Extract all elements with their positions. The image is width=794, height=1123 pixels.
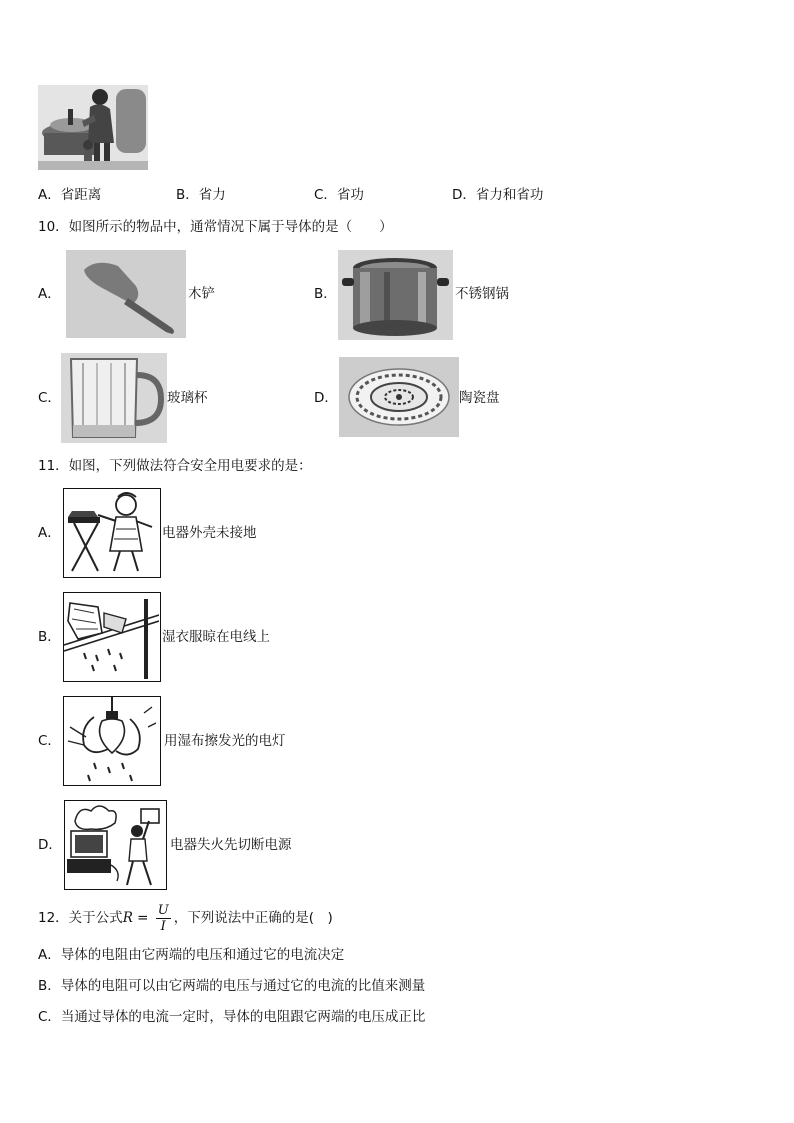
steel-pot-image bbox=[338, 250, 453, 340]
cut-power-on-fire-illustration bbox=[64, 800, 167, 890]
q11-option-a-caption: 电器外壳未接地 bbox=[162, 525, 257, 541]
q10-option-b-caption: 不锈钢锅 bbox=[455, 286, 509, 302]
q11-option-c-letter: C． bbox=[38, 733, 61, 749]
glass-mug-image bbox=[61, 353, 167, 443]
q10-option-a-letter: A． bbox=[38, 286, 61, 302]
ungrounded-appliance-illustration bbox=[63, 488, 161, 578]
q10-option-d-letter: D． bbox=[314, 390, 338, 406]
formula-denominator: I bbox=[160, 918, 166, 934]
q11-option-c-caption: 用湿布擦发光的电灯 bbox=[164, 733, 286, 749]
wooden-spatula-image bbox=[66, 250, 186, 338]
q11-option-d-caption: 电器失火先切断电源 bbox=[170, 837, 292, 853]
q9-option-a: A．省距离 bbox=[38, 187, 102, 203]
q10-option-c-caption: 玻璃杯 bbox=[167, 390, 208, 406]
q12-option-a: A．导体的电阻由它两端的电压和通过它的电流决定 bbox=[38, 947, 345, 963]
formula-fraction bbox=[156, 903, 171, 934]
formula-numerator: U bbox=[157, 902, 169, 918]
formula-lhs: R bbox=[122, 910, 133, 926]
q9-option-b: B．省力 bbox=[176, 187, 226, 203]
q11-option-b-caption: 湿衣服晾在电线上 bbox=[162, 629, 270, 645]
q10-option-c-letter: C． bbox=[38, 390, 61, 406]
q12-option-c: C．当通过导体的电流一定时，导体的电阻跟它两端的电压成正比 bbox=[38, 1009, 426, 1025]
ceramic-plate-image bbox=[339, 357, 459, 437]
wiping-lit-bulb-illustration bbox=[63, 696, 161, 786]
q12-stem-suffix: ，下列说法中正确的是( ) bbox=[173, 910, 333, 926]
q12-option-b: B．导体的电阻可以由它两端的电压与通过它的电流的比值来测量 bbox=[38, 978, 426, 994]
q9-option-d: D．省力和省功 bbox=[452, 187, 544, 203]
q10-option-b-letter: B． bbox=[314, 286, 337, 302]
wet-clothes-on-wire-illustration bbox=[63, 592, 161, 682]
q11-option-d-letter: D． bbox=[38, 837, 62, 853]
q12-stem bbox=[38, 901, 333, 935]
q11-option-a-letter: A． bbox=[38, 525, 61, 541]
q9-option-c: C．省功 bbox=[314, 187, 364, 203]
q10-option-a-caption: 木铲 bbox=[188, 286, 215, 302]
q10-option-d-caption: 陶瓷盘 bbox=[459, 390, 500, 406]
formula-equals: = bbox=[132, 910, 153, 926]
q12-stem-prefix: 12．关于公式 bbox=[38, 910, 123, 926]
q10-stem: 10．如图所示的物品中，通常情况下属于导体的是（ ） bbox=[38, 219, 393, 235]
millstone-illustration bbox=[38, 85, 148, 170]
q11-option-b-letter: B． bbox=[38, 629, 61, 645]
q11-stem: 11．如图，下列做法符合安全用电要求的是： bbox=[38, 458, 312, 474]
